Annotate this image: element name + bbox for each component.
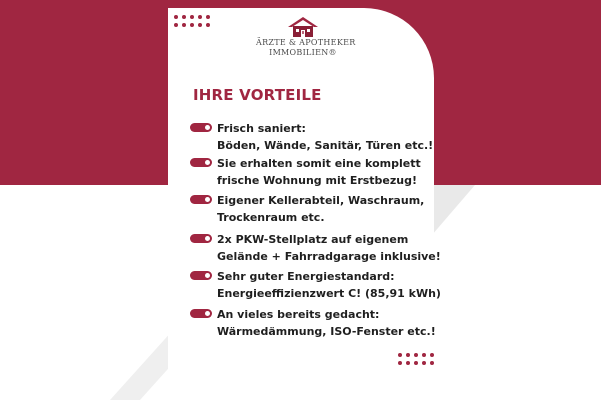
benefit-text (217, 120, 433, 154)
benefit-line1: 2x PKW-Stellplatz auf eigenem (217, 233, 409, 246)
toggle-icon (190, 158, 212, 167)
benefit-line1: Eigener Kellerabteil, Waschraum, (217, 194, 425, 207)
brand-logo (256, 16, 356, 58)
decorative-dots-bottom (398, 353, 434, 365)
benefit-line1: Frisch saniert: (217, 122, 306, 135)
benefit-text (217, 155, 421, 189)
benefit-line1: Sie erhalten somit eine komplett (217, 157, 421, 170)
house-icon (286, 16, 320, 38)
toggle-icon (190, 234, 212, 243)
benefit-line1: Sehr guter Energiestandard: (217, 270, 395, 283)
benefit-line1: An vieles bereits gedacht: (217, 308, 380, 321)
benefit-line2: Energieeffizienzwert C! (85,91 kWh) (217, 287, 441, 300)
headline: IHRE VORTEILE (193, 86, 322, 104)
benefit-line2: Trockenraum etc. (217, 211, 325, 224)
logo-text-line1: ÄRZTE & APOTHEKER (256, 38, 356, 47)
toggle-icon (190, 123, 212, 132)
benefit-text (217, 306, 436, 340)
logo-text-line2: IMMOBILIEN® (269, 48, 337, 57)
toggle-icon (190, 271, 212, 280)
benefit-text (217, 231, 441, 265)
benefit-line2: Wärmedämmung, ISO-Fenster etc.! (217, 325, 436, 338)
benefit-line2: Böden, Wände, Sanitär, Türen etc.! (217, 139, 434, 152)
benefit-line2: Gelände + Fahrradgarage inklusive! (217, 250, 441, 263)
benefit-text (217, 268, 441, 302)
benefit-line2: frische Wohnung mit Erstbezug! (217, 174, 418, 187)
decorative-dots-top (174, 15, 210, 27)
toggle-icon (190, 309, 212, 318)
toggle-icon (190, 195, 212, 204)
benefit-text (217, 192, 424, 226)
